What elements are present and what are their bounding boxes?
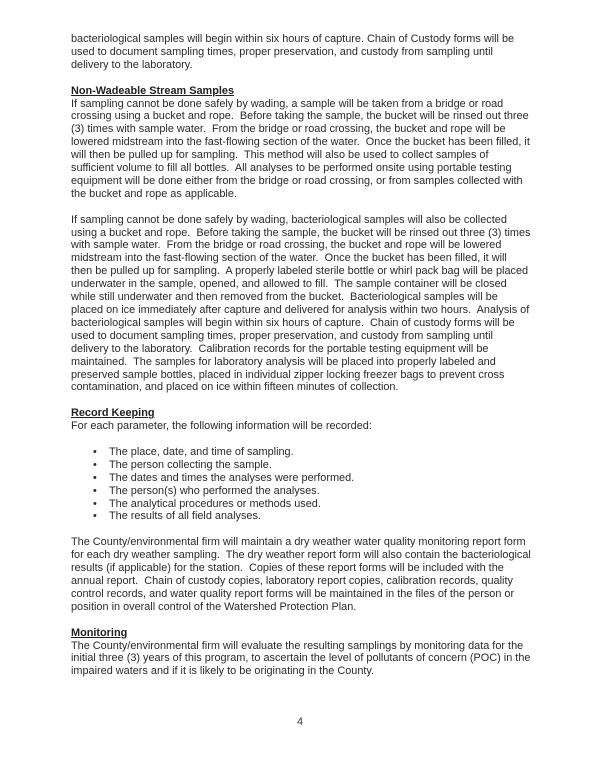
list-item (71, 485, 531, 498)
list-item-text: The dates and times the analyses were performed. (109, 471, 355, 484)
record-keeping-lead: For each parameter, the following information will be recorded: (71, 420, 372, 433)
bullet-icon: • (93, 445, 97, 458)
list-item-text: The person(s) who performed the analyses. (109, 484, 320, 497)
list-item (71, 510, 531, 523)
list-item-text: The results of all field analyses. (109, 510, 261, 523)
bullet-icon: • (93, 458, 97, 471)
page-number: 4 (296, 716, 304, 728)
body-paragraph: The County/environmental firm will evaluate the resulting samplings by monitoring data for the initial three (3) years of this program, to ascertain the level of pollutants of concern (POC) in the impaired waters and if it is likely to be originating in the County. (71, 639, 534, 678)
section-heading-non-wadeable-stream-samples: Non-Wadeable Stream Samples (71, 84, 235, 97)
paragraph-continuation: bacteriological samples will begin within six hours of capture. Chain of Custody forms will be used to document sampling times, proper preservation, and custody from sampling until delivery to the laboratory. (71, 33, 518, 71)
bullet-icon: • (93, 471, 97, 484)
list-item-text: The person collecting the sample. (109, 458, 272, 471)
list-item-text: The analytical procedures or methods used. (109, 497, 321, 510)
section-heading-record-keeping: Record Keeping (71, 407, 155, 420)
bullet-icon: • (93, 484, 97, 497)
list-item (71, 459, 531, 472)
bullet-icon: • (93, 497, 97, 510)
body-paragraph: If sampling cannot be done safely by wading, a sample will be taken from a bridge or road crossing using a bucket and rope. Before taking the sample, the bucket will be rinsed out three (3) times with sample water. From the bridge or road crossing, the bucket and rope will be lowered midstream into the fast-flowing section of the water. Once the bucket has been filled, it will then be pulled up for sampling. This method will also be used to collect samples of sufficient volume to fill all bottles. All analyses to be performed onsite using portable testing equipment will be done either from the bridge or road crossing, or from samples collected with the bucket and rope as applicable. (71, 97, 533, 200)
body-paragraph: The County/environmental firm will maintain a dry weather water quality monitoring report form for each dry weather sampling. The dry weather report form will also contain the bacteriological results (if applicable) for the station. Copies of these report forms will be included with the annual report. Chain of custody copies, laboratory report copies, calibration records, quality control records, and water quality report forms will be maintained in the files of the person or position in overall control of the Watershed Protection Plan. (71, 536, 534, 613)
list-item-text: The place, date, and time of sampling. (109, 445, 294, 458)
record-keeping-bullet-list (71, 446, 531, 523)
list-item (71, 498, 531, 511)
body-paragraph: If sampling cannot be done safely by wading, bacteriological samples will also be collected using a bucket and rope. Before taking the sample, the bucket will be rinsed out three (3) times with sample water. From the bridge or road crossing, the bucket and rope will be lowered midstream into the fast-flowing section of the water. Once the bucket has been filled, it will then be pulled up for sampling. A properly labeled sterile bottle or whirl pack bag will be placed underwater in the sample, opened, and allowed to fill. The sample container will be closed while still underwater and then removed from the bucket. Bacteriological samples will be placed on ice immediately after capture and delivered for analysis within two hours. Analysis of bacteriological samples will begin within six hours of capture. Chain of custody forms will be used to document sampling times, proper preservation, and custody from sampling until delivery to the laboratory. Calibration records for the portable testing equipment will be maintained. The samples for laboratory analysis will be placed into properly labeled and preserved sample bottles, placed in individual zipper locking freezer bags to prevent cross contamination, and placed on ice within fifteen minutes of collection. (71, 213, 534, 394)
list-item (71, 446, 531, 459)
list-item (71, 472, 531, 485)
bullet-icon: • (93, 510, 97, 523)
section-heading-monitoring: Monitoring (71, 626, 128, 639)
